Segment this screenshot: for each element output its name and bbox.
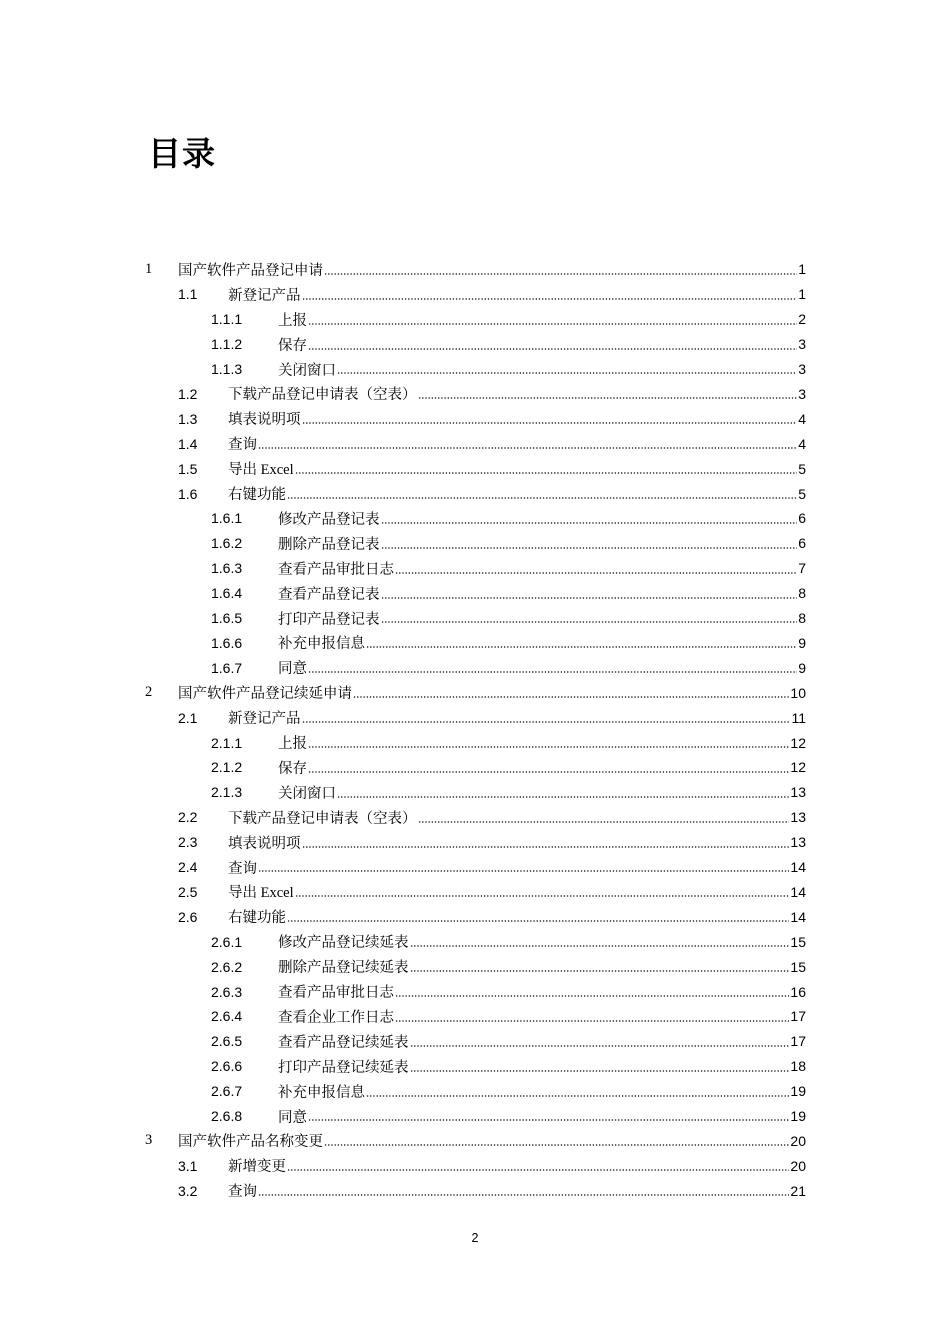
toc-entry-number: 2.6.3	[211, 983, 243, 1000]
toc-entry-label[interactable]: 导出 Excel	[228, 885, 294, 902]
toc-entry-number: 1.1	[178, 286, 198, 303]
toc-entry-number: 1.1.2	[211, 336, 243, 353]
toc-entry[interactable]	[211, 606, 806, 631]
toc-entry-label[interactable]: 新登记产品	[228, 287, 301, 304]
toc-entry-label[interactable]: 补充申报信息	[278, 1084, 365, 1101]
toc-entry-number: 1.6.6	[211, 634, 243, 651]
toc-dot-leader	[258, 1194, 789, 1196]
toc-entry-page: 10	[790, 684, 806, 701]
toc-entry-number: 3.2	[178, 1182, 198, 1199]
toc-entry-label[interactable]: 关闭窗口	[278, 362, 336, 379]
toc-dot-leader	[418, 821, 790, 823]
toc-entry[interactable]	[145, 257, 806, 282]
toc-dot-leader	[324, 273, 797, 275]
toc-entry[interactable]	[178, 431, 806, 456]
toc-dot-leader	[302, 721, 791, 723]
toc-entry-number: 2.6.7	[211, 1083, 243, 1100]
toc-entry[interactable]	[211, 755, 806, 780]
toc-entry-label[interactable]: 查看产品审批日志	[278, 561, 394, 578]
toc-dot-leader	[308, 746, 789, 748]
toc-dot-leader	[302, 298, 798, 300]
toc-dot-leader	[302, 422, 798, 424]
toc-entry-page: 16	[790, 983, 806, 1000]
toc-entry-label[interactable]: 上报	[278, 736, 307, 753]
toc-entry[interactable]	[211, 730, 806, 755]
toc-dot-leader	[337, 372, 797, 374]
toc-entry-label[interactable]: 国产软件产品登记续延申请	[178, 686, 352, 703]
toc-entry[interactable]	[145, 680, 806, 705]
toc-dot-leader	[308, 771, 789, 773]
toc-dot-leader	[337, 796, 789, 798]
toc-dot-leader	[295, 472, 798, 474]
toc-entry-label[interactable]: 下载产品登记申请表（空表）	[228, 810, 417, 827]
toc-entry-page: 12	[790, 734, 806, 751]
toc-entry-number: 2.1.3	[211, 784, 243, 801]
toc-dot-leader	[395, 995, 789, 997]
toc-dot-leader	[324, 1144, 789, 1146]
toc-entry-page: 6	[798, 510, 806, 527]
toc-dot-leader	[410, 1070, 790, 1072]
toc-entry-number: 2.6	[178, 908, 198, 925]
toc-entry-label[interactable]: 右键功能	[228, 487, 286, 504]
toc-entry-number: 1.6.1	[211, 510, 243, 527]
toc-entry[interactable]	[211, 531, 806, 556]
toc-entry-page: 7	[798, 560, 806, 577]
toc-entry-page: 4	[798, 435, 806, 452]
toc-entry[interactable]	[145, 1129, 806, 1154]
toc-entry-number: 1.2	[178, 385, 198, 402]
page-number: 2	[471, 1231, 479, 1245]
toc-entry-number: 2.1	[178, 709, 198, 726]
toc-entry-page: 4	[798, 410, 806, 427]
toc-entry-label[interactable]: 查询	[228, 437, 257, 454]
toc-entry-page: 2	[798, 311, 806, 328]
toc-entry[interactable]	[178, 855, 806, 880]
toc-dot-leader	[287, 1169, 789, 1171]
toc-entry-number: 1.3	[178, 410, 198, 427]
toc-entry[interactable]	[211, 1079, 806, 1104]
toc-entry-page: 8	[798, 610, 806, 627]
toc-entry[interactable]	[178, 1178, 806, 1203]
toc-dot-leader	[353, 696, 789, 698]
toc-entry[interactable]	[178, 830, 806, 855]
toc-entry-label[interactable]: 查看产品审批日志	[278, 985, 394, 1002]
toc-entry[interactable]	[178, 456, 806, 481]
toc-dot-leader	[418, 397, 798, 399]
toc-entry-number: 1.6.2	[211, 535, 243, 552]
toc-dot-leader	[381, 597, 798, 599]
toc-entry-page: 17	[790, 1008, 806, 1025]
toc-dot-leader	[308, 323, 797, 325]
toc-entry-number: 1.6.5	[211, 610, 243, 627]
toc-entry[interactable]	[211, 631, 806, 656]
toc-dot-leader	[395, 1020, 789, 1022]
toc-entry-page: 19	[790, 1108, 806, 1125]
toc-entry-page: 14	[790, 883, 806, 900]
toc-entry-number: 1.1.1	[211, 311, 243, 328]
toc-entry-page: 20	[790, 1132, 806, 1149]
toc-dot-leader	[366, 1095, 789, 1097]
toc-entry-number: 2.1.2	[211, 759, 243, 776]
toc-entry-page: 1	[798, 286, 806, 303]
toc-entry-page: 5	[798, 485, 806, 502]
toc-entry-label[interactable]: 修改产品登记表	[278, 511, 380, 528]
toc-entry[interactable]	[178, 282, 806, 307]
toc-entry-page: 15	[790, 958, 806, 975]
toc-entry-label[interactable]: 打印产品登记表	[278, 611, 380, 628]
toc-entry[interactable]	[178, 805, 806, 830]
toc-entry-page: 13	[790, 809, 806, 826]
toc-entry-number: 2.4	[178, 859, 198, 876]
toc-entry-number: 1.6.7	[211, 659, 243, 676]
toc-dot-leader	[258, 870, 789, 872]
toc-dot-leader	[381, 621, 798, 623]
toc-entry-number: 1.4	[178, 435, 198, 452]
toc-entry-number: 2.6.6	[211, 1058, 243, 1075]
toc-entry[interactable]	[211, 780, 806, 805]
toc-dot-leader	[410, 1045, 790, 1047]
toc-entry[interactable]	[178, 705, 806, 730]
toc-entry-page: 19	[790, 1083, 806, 1100]
toc-entry[interactable]	[178, 904, 806, 929]
toc-dot-leader	[366, 646, 797, 648]
toc-dot-leader	[395, 572, 797, 574]
toc-dot-leader	[308, 671, 797, 673]
toc-entry-label[interactable]: 下载产品登记申请表（空表）	[228, 387, 417, 404]
toc-entry-number: 2.3	[178, 834, 198, 851]
toc-entry-page: 3	[798, 385, 806, 402]
toc-entry[interactable]	[211, 929, 806, 954]
toc-entry-number: 1.6.4	[211, 585, 243, 602]
page-title: 目录	[148, 134, 216, 173]
toc-entry-label[interactable]: 删除产品登记续延表	[278, 960, 409, 977]
toc-entry-page: 3	[798, 361, 806, 378]
toc-entry[interactable]	[211, 556, 806, 581]
toc-entry-label[interactable]: 删除产品登记表	[278, 536, 380, 553]
toc-dot-leader	[302, 846, 790, 848]
toc-entry-number: 2.6.5	[211, 1033, 243, 1050]
toc-entry-page: 14	[790, 908, 806, 925]
toc-entry-page: 9	[798, 634, 806, 651]
toc-entry-label[interactable]: 修改产品登记续延表	[278, 935, 409, 952]
toc-dot-leader	[410, 945, 790, 947]
toc-entry-number: 2.1.1	[211, 734, 243, 751]
toc-entry[interactable]	[211, 954, 806, 979]
toc-entry[interactable]	[211, 332, 806, 357]
toc-entry-label[interactable]: 保存	[278, 337, 307, 354]
toc-entry-label[interactable]: 查看产品登记表	[278, 586, 380, 603]
toc-entry-label[interactable]: 上报	[278, 312, 307, 329]
toc-entry[interactable]	[178, 382, 806, 407]
toc-entry-page: 14	[790, 859, 806, 876]
toc-entry[interactable]	[211, 506, 806, 531]
toc-entry-label[interactable]: 查看企业工作日志	[278, 1009, 394, 1026]
toc-dot-leader	[295, 895, 790, 897]
toc-entry[interactable]	[211, 581, 806, 606]
toc-entry-label[interactable]: 查看产品登记续延表	[278, 1034, 409, 1051]
toc-entry-number: 1.1.3	[211, 361, 243, 378]
toc-entry-label[interactable]: 关闭窗口	[278, 785, 336, 802]
toc-entry-number: 2.2	[178, 809, 198, 826]
toc-entry-number: 3.1	[178, 1157, 198, 1174]
toc-entry-label[interactable]: 国产软件产品名称变更	[178, 1134, 323, 1151]
toc-entry-number: 1.6	[178, 485, 198, 502]
toc-entry-label[interactable]: 同意	[278, 661, 307, 678]
toc-entry[interactable]	[211, 1029, 806, 1054]
toc-entry-page: 11	[791, 709, 806, 726]
toc-entry-page: 17	[790, 1033, 806, 1050]
toc-entry-page: 20	[790, 1157, 806, 1174]
toc-dot-leader	[308, 1119, 789, 1121]
toc-entry[interactable]	[178, 406, 806, 431]
toc-entry-page: 9	[798, 659, 806, 676]
toc-entry-label[interactable]: 补充申报信息	[278, 636, 365, 653]
toc-entry-page: 6	[798, 535, 806, 552]
toc-entry-label[interactable]: 填表说明项	[228, 412, 301, 429]
toc-dot-leader	[287, 497, 797, 499]
toc-entry[interactable]	[211, 307, 806, 332]
toc-entry-page: 3	[798, 336, 806, 353]
toc-entry-label[interactable]: 新增变更	[228, 1159, 286, 1176]
toc-dot-leader	[258, 447, 797, 449]
toc-entry-number: 2.6.8	[211, 1108, 243, 1125]
toc-entry-label[interactable]: 查询	[228, 1184, 257, 1201]
toc-entry[interactable]	[211, 1054, 806, 1079]
toc-entry-number: 2	[145, 684, 153, 701]
toc-entry-label[interactable]: 同意	[278, 1109, 307, 1126]
toc-entry-page: 13	[790, 784, 806, 801]
toc-dot-leader	[381, 522, 798, 524]
toc-entry-number: 2.6.4	[211, 1008, 243, 1025]
toc-dot-leader	[410, 970, 790, 972]
toc-entry-page: 15	[790, 933, 806, 950]
toc-dot-leader	[287, 920, 789, 922]
toc-entry[interactable]	[211, 979, 806, 1004]
toc-entry[interactable]	[178, 1153, 806, 1178]
toc-entry[interactable]	[211, 357, 806, 382]
toc-entry[interactable]	[211, 1004, 806, 1029]
toc-entry-page: 12	[790, 759, 806, 776]
toc-entry-label[interactable]: 查询	[228, 860, 257, 877]
toc-entry-label[interactable]: 填表说明项	[228, 835, 301, 852]
toc-entry[interactable]	[178, 880, 806, 905]
toc-entry-page: 5	[798, 460, 806, 477]
toc-entry-number: 1.6.3	[211, 560, 243, 577]
toc-entry-page: 13	[790, 834, 806, 851]
toc-entry-label[interactable]: 右键功能	[228, 910, 286, 927]
toc-entry-number: 1.5	[178, 460, 198, 477]
toc-entry[interactable]	[211, 655, 806, 680]
toc-entry-number: 1	[145, 260, 153, 277]
toc-entry-number: 2.5	[178, 883, 198, 900]
toc-entry-page: 21	[790, 1182, 806, 1199]
toc-entry-page: 8	[798, 585, 806, 602]
toc-entry-label[interactable]: 打印产品登记续延表	[278, 1059, 409, 1076]
toc-entry-number: 3	[145, 1132, 153, 1149]
toc-entry-label[interactable]: 导出 Excel	[228, 462, 294, 479]
toc-entry[interactable]	[211, 1104, 806, 1129]
toc-dot-leader	[308, 348, 797, 350]
toc-entry-label[interactable]: 国产软件产品登记申请	[178, 262, 323, 279]
toc-entry-label[interactable]: 保存	[278, 760, 307, 777]
toc-entry-number: 2.6.1	[211, 933, 243, 950]
toc-dot-leader	[381, 547, 798, 549]
toc-entry-number: 2.6.2	[211, 958, 243, 975]
toc-entry[interactable]	[178, 481, 806, 506]
toc-entry-page: 1	[798, 261, 806, 278]
toc-entry-page: 18	[790, 1058, 806, 1075]
toc-entry-label[interactable]: 新登记产品	[228, 711, 301, 728]
